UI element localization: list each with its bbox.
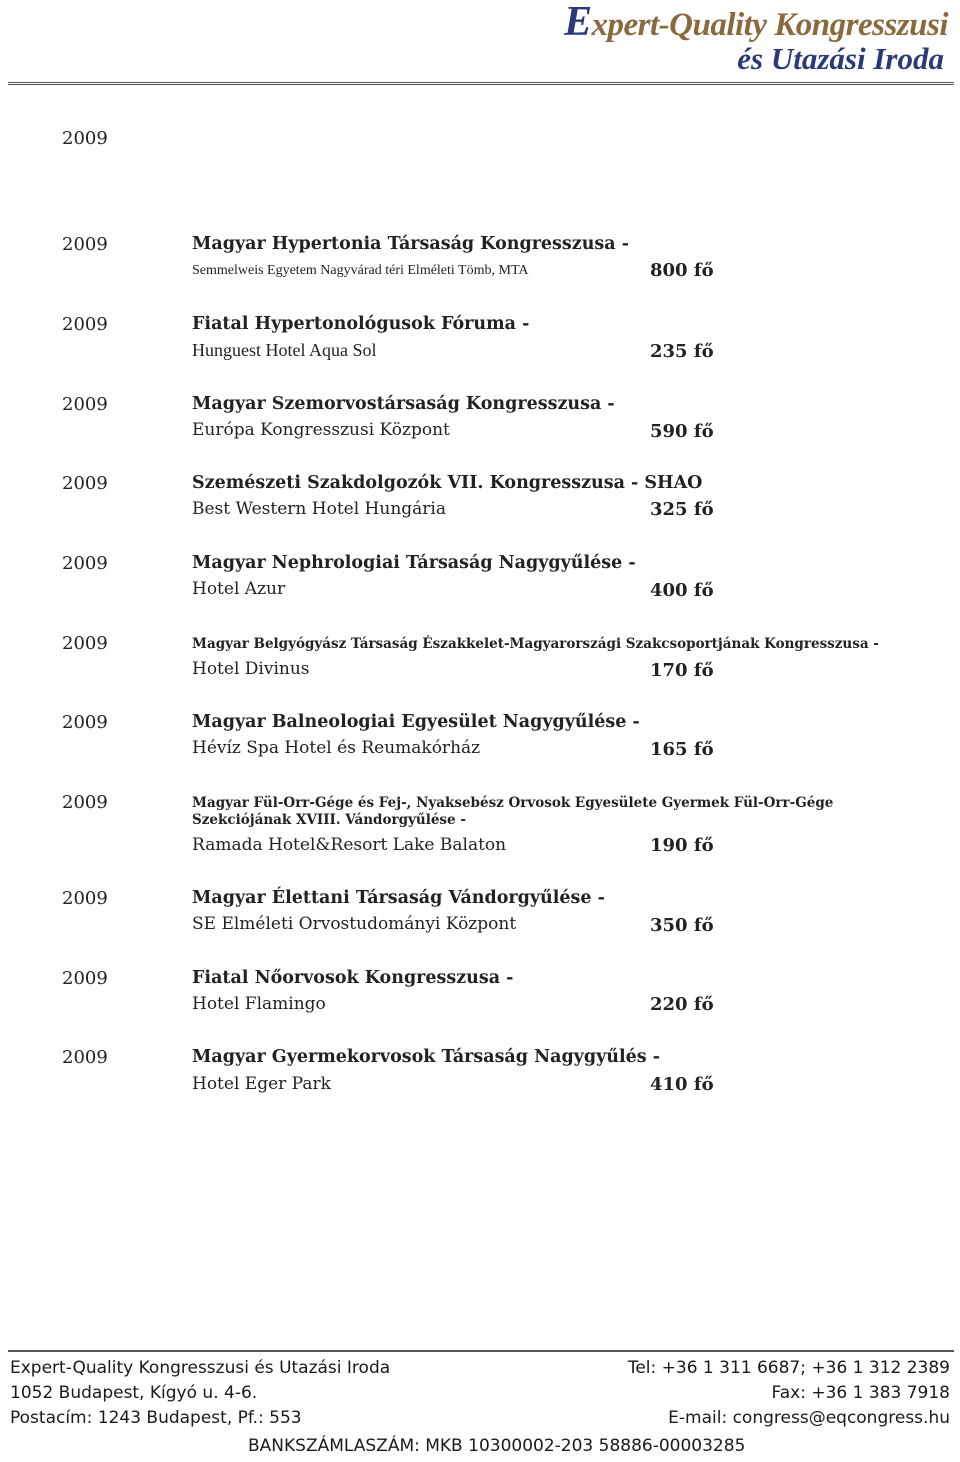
year-heading: 2009 [62,128,108,149]
footer-email: E-mail: congress@eqcongress.hu [668,1408,950,1428]
event-title: Magyar Nephrologiai Társaság Nagygyűlése - [192,553,636,573]
event-attendance: 190 fő [650,835,714,856]
event-venue: Hotel Eger Park [192,1074,331,1094]
logo-initial: E [564,0,592,45]
event-title: Magyar Szemorvostársaság Kongresszusa - [192,394,615,414]
event-year: 2009 [62,553,108,574]
event-year: 2009 [62,473,108,494]
event-attendance: 350 fő [650,915,714,936]
event-year: 2009 [62,314,108,335]
event-year: 2009 [62,792,108,813]
event-attendance: 800 fő [650,260,714,281]
event-venue: Hévíz Spa Hotel és Reumakórház [192,738,481,758]
event-year: 2009 [62,712,108,733]
company-logo [564,0,948,76]
event-title: Magyar Balneologiai Egyesület Nagygyűlése - [192,712,640,732]
event-year: 2009 [62,394,108,415]
event-title: Magyar Élettani Társaság Vándorgyűlése - [192,888,605,908]
logo-line-1 [564,0,948,45]
event-attendance: 165 fő [650,739,714,760]
footer-divider [8,1350,954,1352]
event-venue: Hotel Divinus [192,659,310,679]
event-venue: SE Elméleti Orvostudományi Központ [192,914,517,934]
event-venue: Hunguest Hotel Aqua Sol [192,340,377,360]
event-venue: Hotel Flamingo [192,994,326,1014]
footer-phone: Tel: +36 1 311 6687; +36 1 312 2389 [627,1358,950,1378]
event-attendance: 325 fő [650,499,714,520]
event-title: Magyar Hypertonia Társaság Kongresszusa - [192,234,629,254]
event-title: Magyar Fül-Orr-Gége és Fej-, Nyaksebész Orvosok Egyesülete Gyermek Fül-Orr-Gége Szekciójának XVIII. Vándorgyűlése - [192,795,834,828]
event-venue: Best Western Hotel Hungária [192,499,446,519]
event-title: Magyar Gyermekorvosok Társaság Nagygyűlés - [192,1047,660,1067]
footer-fax: Fax: +36 1 383 7918 [771,1383,950,1403]
event-year: 2009 [62,633,108,654]
event-venue: Ramada Hotel&Resort Lake Balaton [192,835,507,855]
header-divider [8,82,954,85]
event-venue: Hotel Azur [192,579,286,599]
event-title: Fiatal Hypertonológusok Fóruma - [192,314,530,334]
event-attendance: 410 fő [650,1074,714,1095]
event-attendance: 400 fő [650,580,714,601]
event-attendance: 170 fő [650,660,714,681]
event-attendance: 235 fő [650,341,714,362]
event-title: Magyar Belgyógyász Társaság Északkelet-Magyarországi Szakcsoportjának Kongresszusa - [192,636,879,652]
event-attendance: 590 fő [650,421,714,442]
footer-address: 1052 Budapest, Kígyó u. 4-6. [10,1383,258,1403]
footer-postal: Postacím: 1243 Budapest, Pf.: 553 [10,1408,302,1428]
event-year: 2009 [62,1047,108,1068]
event-title: Szemészeti Szakdolgozók VII. Kongresszusa - SHAO [192,473,703,493]
footer-company: Expert-Quality Kongresszusi és Utazási Iroda [10,1358,391,1378]
event-attendance: 220 fő [650,994,714,1015]
event-venue: Semmelweis Egyetem Nagyvárad téri Elméleti Tömb, MTA [192,263,529,278]
event-venue: Európa Kongresszusi Központ [192,420,450,440]
logo-text-1: xpert-Quality Kongresszusi [591,7,948,43]
event-year: 2009 [62,234,108,255]
event-year: 2009 [62,968,108,989]
event-title: Fiatal Nőorvosok Kongresszusa - [192,968,514,988]
event-year: 2009 [62,888,108,909]
logo-line-2: és Utazási Iroda [737,41,944,76]
footer-bank-account: BANKSZÁMLASZÁM: MKB 10300002-203 58886-00003285 [248,1436,746,1456]
